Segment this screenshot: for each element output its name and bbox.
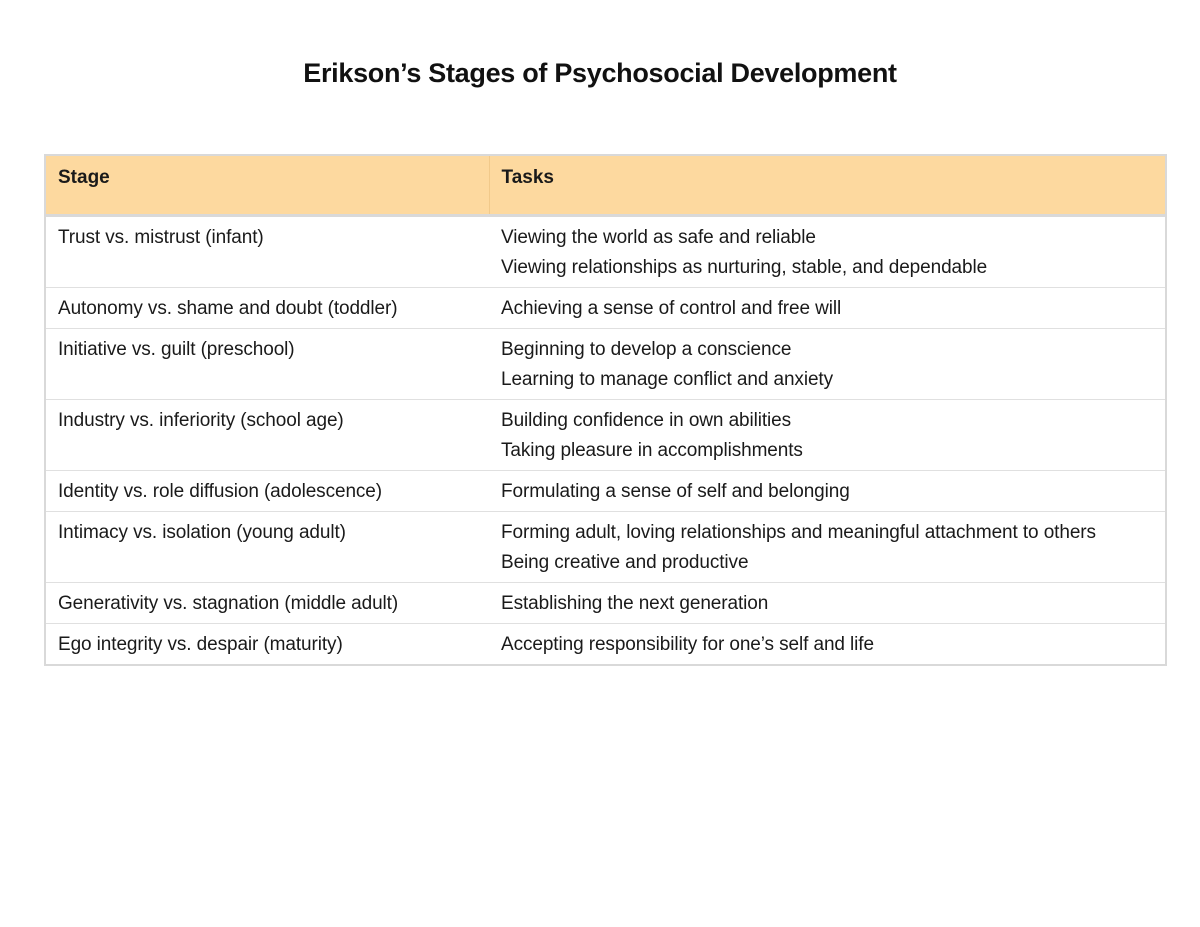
stage-cell: Autonomy vs. shame and doubt (toddler) — [45, 287, 489, 328]
tasks-cell — [489, 623, 1166, 665]
task-line: Taking pleasure in accomplishments — [501, 439, 803, 461]
stages-table — [44, 154, 1167, 666]
task-line: Formulating a sense of self and belonging — [501, 480, 850, 502]
table-row — [45, 328, 1166, 399]
table-row — [45, 399, 1166, 470]
task-line: Accepting responsibility for one’s self and life — [501, 633, 874, 655]
tasks-cell — [489, 287, 1166, 328]
page-title: Erikson’s Stages of Psychosocial Development — [303, 58, 897, 88]
stage-cell: Trust vs. mistrust (infant) — [45, 215, 489, 287]
column-header-stage: Stage — [45, 155, 489, 215]
stage-cell: Identity vs. role diffusion (adolescence) — [45, 470, 489, 511]
table-row — [45, 623, 1166, 665]
task-line: Viewing relationships as nurturing, stable, and dependable — [501, 256, 988, 278]
column-header-tasks: Tasks — [489, 155, 1166, 215]
stage-cell: Ego integrity vs. despair (maturity) — [45, 623, 489, 665]
task-line: Building confidence in own abilities — [501, 409, 792, 431]
stage-cell: Generativity vs. stagnation (middle adult) — [45, 582, 489, 623]
task-line: Beginning to develop a conscience — [501, 338, 792, 360]
table-row — [45, 287, 1166, 328]
task-line: Being creative and productive — [501, 551, 749, 573]
stage-cell: Intimacy vs. isolation (young adult) — [45, 511, 489, 582]
table-row — [45, 511, 1166, 582]
stages-table-container — [44, 154, 1165, 666]
task-line: Establishing the next generation — [501, 592, 769, 614]
tasks-cell — [489, 470, 1166, 511]
stage-cell: Industry vs. inferiority (school age) — [45, 399, 489, 470]
task-line: Learning to manage conflict and anxiety — [501, 368, 833, 390]
task-line: Forming adult, loving relationships and meaningful attachment to others — [501, 521, 1096, 543]
stage-cell: Initiative vs. guilt (preschool) — [45, 328, 489, 399]
table-row — [45, 470, 1166, 511]
tasks-cell — [489, 328, 1166, 399]
task-line: Achieving a sense of control and free will — [501, 297, 842, 319]
table-header-row — [45, 155, 1166, 215]
tasks-cell — [489, 511, 1166, 582]
tasks-cell — [489, 399, 1166, 470]
task-line: Viewing the world as safe and reliable — [501, 226, 816, 248]
tasks-cell — [489, 582, 1166, 623]
tasks-cell — [489, 215, 1166, 287]
table-row — [45, 582, 1166, 623]
table-row — [45, 215, 1166, 287]
